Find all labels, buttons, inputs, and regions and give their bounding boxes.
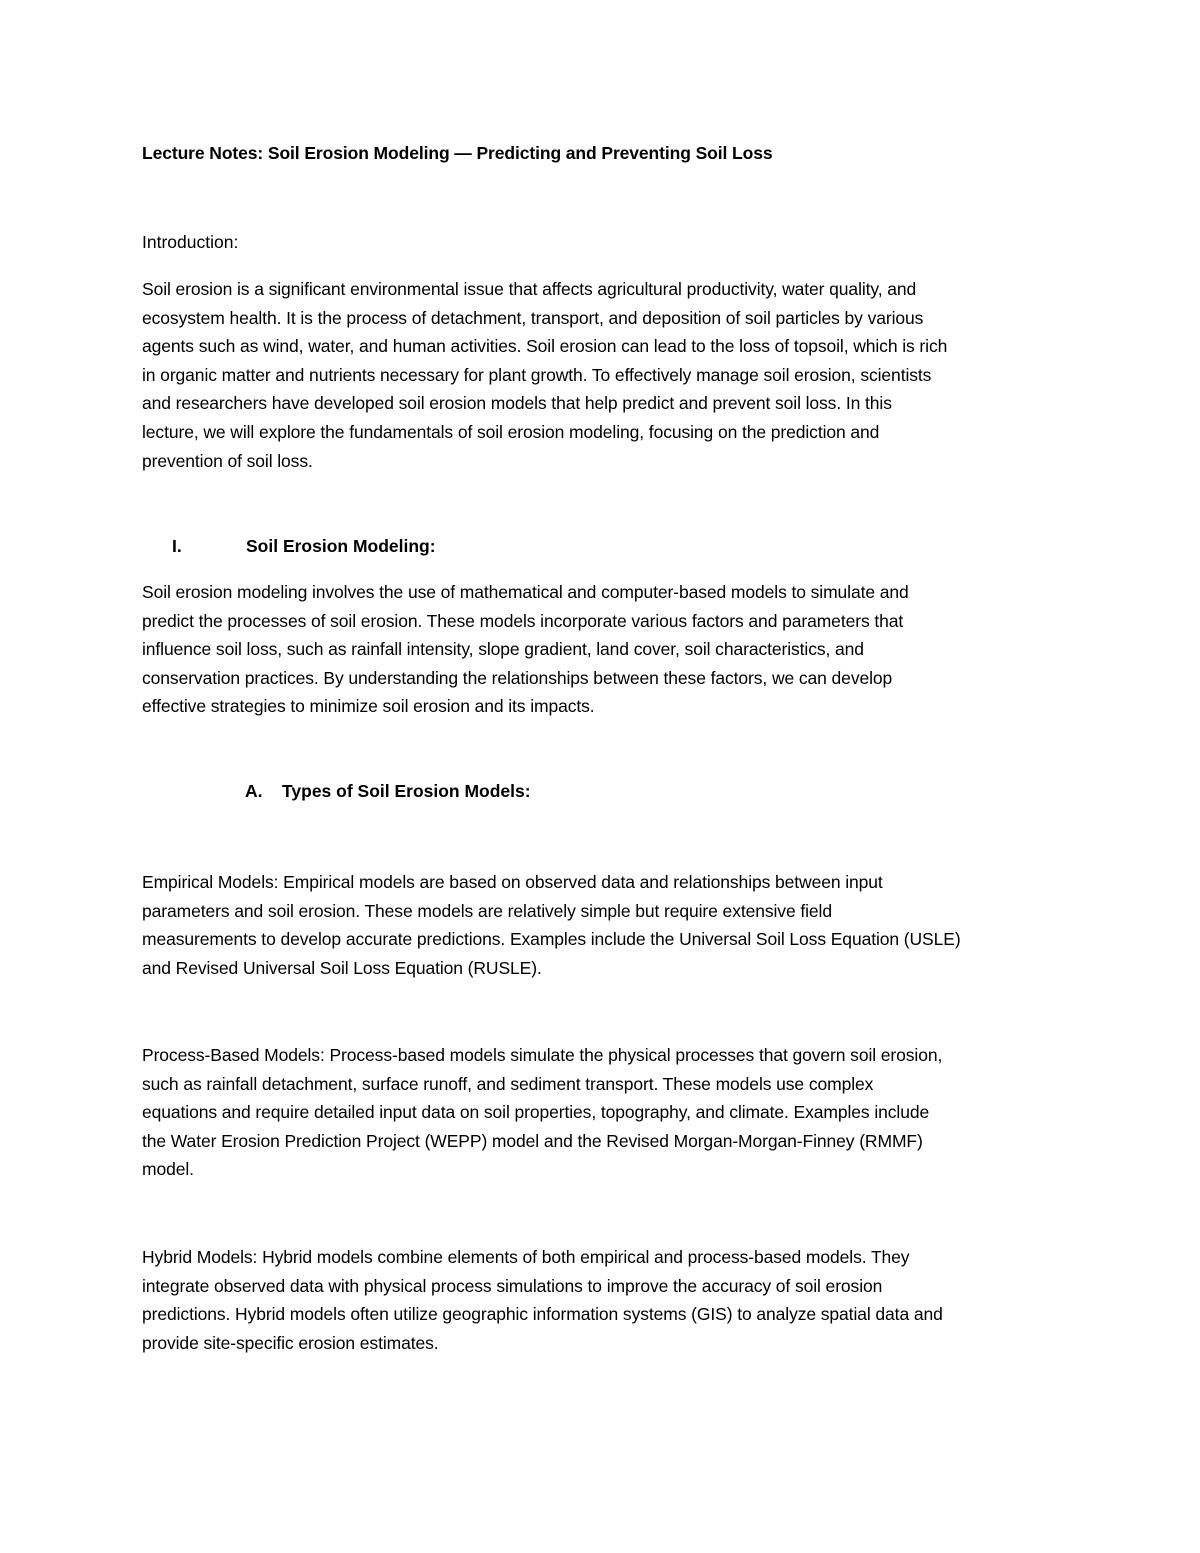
introduction-paragraph xyxy=(142,275,1060,475)
paragraph-line: equations and require detailed input data on soil properties, topography, and climate. Examples include xyxy=(142,1102,930,1123)
introduction-label: Introduction: xyxy=(142,232,239,252)
subsection-marker: A. xyxy=(245,781,263,801)
subsection-title: Types of Soil Erosion Models: xyxy=(282,781,531,801)
paragraph-line: Empirical Models: Empirical models are based on observed data and relationships between input xyxy=(142,872,883,892)
paragraph-line: lecture, we will explore the fundamentals of soil erosion modeling, focusing on the prediction and xyxy=(142,421,880,442)
paragraph-line: measurements to develop accurate predictions. Examples include the Universal Soil Loss Equation (USLE) xyxy=(142,929,961,950)
subsection-heading-a xyxy=(245,781,531,802)
paragraph-line: ecosystem health. It is the process of detachment, transport, and deposition of soil particles by various xyxy=(142,307,924,328)
paragraph-line: Process-Based Models: Process-based models simulate the physical processes that govern soil erosion, xyxy=(142,1045,943,1065)
hybrid-models-paragraph xyxy=(142,1243,1060,1357)
document-title: Lecture Notes: Soil Erosion Modeling — Predicting and Preventing Soil Loss xyxy=(142,143,773,163)
section-marker: I. xyxy=(172,536,182,556)
paragraph-line: effective strategies to minimize soil erosion and its impacts. xyxy=(142,696,595,717)
paragraph-line: Soil erosion modeling involves the use of mathematical and computer-based models to simulate and xyxy=(142,582,909,602)
paragraph-line: influence soil loss, such as rainfall intensity, slope gradient, land cover, soil characteristics, and xyxy=(142,639,864,660)
paragraph-line: and Revised Universal Soil Loss Equation (RUSLE). xyxy=(142,957,542,978)
section-heading-1 xyxy=(172,536,436,557)
empirical-models-paragraph xyxy=(142,868,1060,982)
section-title: Soil Erosion Modeling: xyxy=(246,536,436,556)
paragraph-line: parameters and soil erosion. These models are relatively simple but require extensive field xyxy=(142,900,832,921)
paragraph-line: provide site-specific erosion estimates. xyxy=(142,1332,439,1353)
paragraph-line: predictions. Hybrid models often utilize geographic information systems (GIS) to analyze spatial data and xyxy=(142,1304,943,1325)
paragraph-line: Hybrid Models: Hybrid models combine elements of both empirical and process-based models. They xyxy=(142,1247,910,1267)
section-1-paragraph xyxy=(142,578,1060,721)
paragraph-line: such as rainfall detachment, surface runoff, and sediment transport. These models use complex xyxy=(142,1073,874,1094)
paragraph-line: conservation practices. By understanding the relationships between these factors, we can develop xyxy=(142,667,893,688)
paragraph-line: agents such as wind, water, and human activities. Soil erosion can lead to the loss of topsoil, which is rich xyxy=(142,336,948,357)
paragraph-line: prevention of soil loss. xyxy=(142,450,313,471)
document-page xyxy=(142,0,1062,1553)
process-based-models-paragraph xyxy=(142,1041,1060,1184)
paragraph-line: and researchers have developed soil erosion models that help predict and prevent soil loss. In this xyxy=(142,393,892,414)
paragraph-line: integrate observed data with physical process simulations to improve the accuracy of soil erosion xyxy=(142,1275,883,1296)
paragraph-line: model. xyxy=(142,1159,194,1180)
paragraph-line: Soil erosion is a significant environmental issue that affects agricultural productivity, water quality, and xyxy=(142,279,917,299)
paragraph-line: predict the processes of soil erosion. These models incorporate various factors and parameters that xyxy=(142,610,904,631)
paragraph-line: the Water Erosion Prediction Project (WEPP) model and the Revised Morgan-Morgan-Finney (RMMF) xyxy=(142,1130,923,1151)
paragraph-line: in organic matter and nutrients necessary for plant growth. To effectively manage soil erosion, scientists xyxy=(142,364,932,385)
